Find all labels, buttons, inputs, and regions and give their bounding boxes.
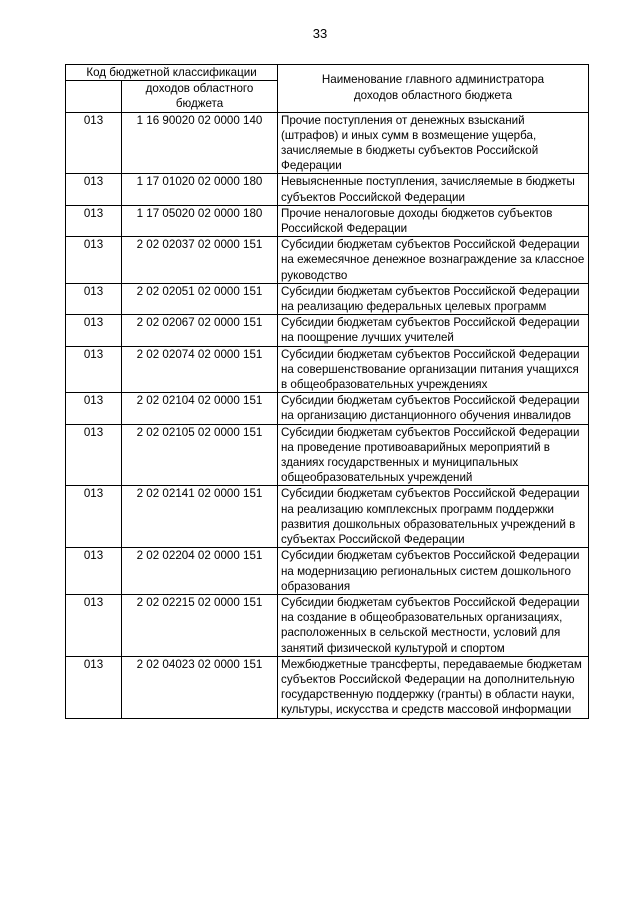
revenue-name-cell: Субсидии бюджетам субъектов Российской Федерации на совершенствование организации питания учащихся в общеобразовательных учреждениях [278,346,589,393]
revenue-code-cell: 2 02 04023 02 0000 151 [122,656,278,718]
table-row [66,656,589,718]
revenue-code-cell: 2 02 02074 02 0000 151 [122,346,278,393]
page-number: 33 [312,26,328,41]
revenue-code-cell: 2 02 02204 02 0000 151 [122,548,278,595]
revenue-code-cell: 2 02 02104 02 0000 151 [122,393,278,424]
admin-code-cell: 013 [66,548,122,595]
revenue-code-cell: 1 16 90020 02 0000 140 [122,112,278,174]
table-row [66,205,589,236]
revenue-code-cell: 2 02 02215 02 0000 151 [122,594,278,656]
admin-code-cell: 013 [66,656,122,718]
admin-code-cell: 013 [66,594,122,656]
admin-code-cell: 013 [66,486,122,548]
table-row [66,594,589,656]
table-row [66,393,589,424]
revenue-name-cell: Субсидии бюджетам субъектов Российской Федерации на реализацию федеральных целевых программ [278,283,589,314]
table-row [66,283,589,314]
revenue-name-cell: Межбюджетные трансферты, передаваемые бюджетам субъектов Российской Федерации на дополнительную государственную поддержку (гранты) в области науки, культуры, искусства и средств массовой информации [278,656,589,718]
revenue-code-cell: 2 02 02105 02 0000 151 [122,424,278,486]
revenue-name-cell: Субсидии бюджетам субъектов Российской Федерации на реализацию комплексных программ поддержки развития дошкольных образовательных учреждений в субъектах Российской Федерации [278,486,589,548]
revenue-name-cell: Субсидии бюджетам субъектов Российской Федерации на организацию дистанционного обучения инвалидов [278,393,589,424]
admin-code-cell: 013 [66,346,122,393]
table-row [66,548,589,595]
table-row [66,486,589,548]
revenue-code-cell: 1 17 05020 02 0000 180 [122,205,278,236]
revenue-code-cell: 2 02 02067 02 0000 151 [122,315,278,346]
revenue-code-cell: 1 17 01020 02 0000 180 [122,174,278,205]
revenue-name-cell: Прочие неналоговые доходы бюджетов субъектов Российской Федерации [278,205,589,236]
table-header [66,65,589,113]
admin-code-cell: 013 [66,424,122,486]
revenue-name-cell: Субсидии бюджетам субъектов Российской Федерации на проведение противоаварийных мероприятий в зданиях государственных и муниципальных общеобразовательных учреждений [278,424,589,486]
table-row [66,315,589,346]
revenue-name-cell: Субсидии бюджетам субъектов Российской Федерации на модернизацию региональных систем дошкольного образования [278,548,589,595]
admin-code-cell: 013 [66,283,122,314]
admin-code-cell: 013 [66,112,122,174]
admin-code-cell: 013 [66,237,122,284]
revenue-code-cell: 2 02 02037 02 0000 151 [122,237,278,284]
header-revenue-code: доходов областного бюджета [122,81,278,112]
budget-classification-table [65,64,589,719]
admin-code-cell: 013 [66,174,122,205]
revenue-name-cell: Невыясненные поступления, зачисляемые в бюджеты субъектов Российской Федерации [278,174,589,205]
revenue-name-cell: Субсидии бюджетам субъектов Российской Федерации на ежемесячное денежное вознаграждение за классное руководство [278,237,589,284]
admin-code-cell: 013 [66,393,122,424]
table-body [66,112,589,718]
table-row [66,424,589,486]
table-row [66,346,589,393]
revenue-name-cell: Субсидии бюджетам субъектов Российской Федерации на создание в общеобразовательных организациях, расположенных в сельской местности, условий для занятий физической культурой и спортом [278,594,589,656]
table-row [66,112,589,174]
admin-code-cell: 013 [66,315,122,346]
header-administrator-name: Наименование главного администратора доходов областного бюджета [278,65,589,113]
table-row [66,174,589,205]
revenue-code-cell: 2 02 02051 02 0000 151 [122,283,278,314]
revenue-name-cell: Прочие поступления от денежных взысканий (штрафов) и иных сумм в возмещение ущерба, зачисляемые в бюджеты субъектов Российской Федерации [278,112,589,174]
admin-code-cell: 013 [66,205,122,236]
revenue-name-cell: Субсидии бюджетам субъектов Российской Федерации на поощрение лучших учителей [278,315,589,346]
header-admin-code [66,81,122,112]
table-row [66,237,589,284]
revenue-code-cell: 2 02 02141 02 0000 151 [122,486,278,548]
header-classification-code: Код бюджетной классификации [66,65,278,81]
header-row-group [66,65,589,81]
